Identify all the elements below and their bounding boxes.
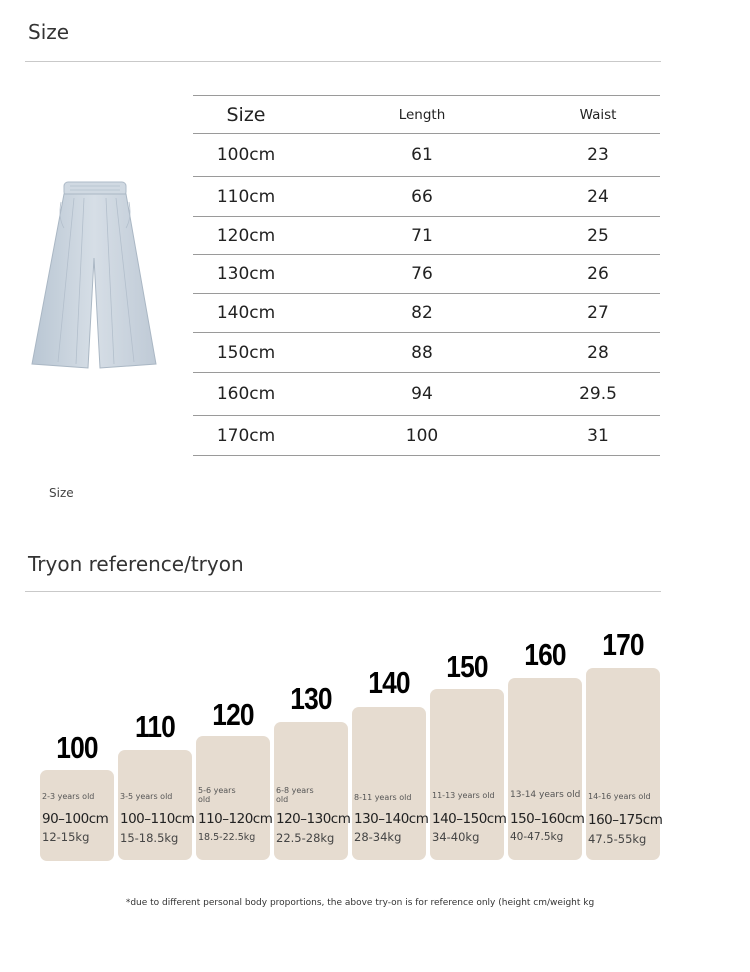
size-cell: 120cm — [216, 225, 276, 246]
size-table — [193, 95, 660, 456]
tryon-bar-150 — [430, 649, 507, 860]
header-waist: Waist — [579, 106, 617, 123]
length-cell: 94 — [411, 384, 433, 404]
waist-cell: 28 — [587, 342, 609, 363]
size-cell: 150cm — [216, 342, 276, 363]
bar-height: 140–150cm — [432, 811, 507, 827]
bar-age: 2-3 years old — [42, 792, 95, 801]
length-cell: 88 — [411, 342, 433, 363]
tryon-bar-110 — [118, 709, 195, 860]
header-length: Length — [398, 106, 446, 123]
bar-size-label: 170 — [602, 627, 644, 662]
bar-size-label: 110 — [135, 709, 175, 744]
header-size: Size — [226, 103, 266, 126]
waist-cell: 29.5 — [579, 384, 617, 404]
tryon-bar-100 — [40, 730, 114, 861]
bar-size-label: 100 — [56, 730, 98, 765]
bar-age: 5-6 years old — [198, 786, 236, 804]
waist-cell: 23 — [587, 145, 609, 165]
bar-age: 3-5 years old — [120, 792, 173, 801]
waist-cell: 26 — [587, 264, 609, 284]
table-header-row — [193, 95, 660, 133]
bar-height: 110–120cm — [198, 811, 273, 827]
bar-age: 14-16 years old — [588, 792, 651, 801]
bar-height: 160–175cm — [588, 812, 663, 828]
bar-block — [274, 722, 351, 860]
bar-age: 6-8 years old — [276, 786, 314, 804]
bar-size-label: 120 — [212, 697, 254, 732]
bar-height: 130–140cm — [354, 811, 429, 827]
bar-weight: 47.5-55kg — [588, 832, 647, 846]
pants-illustration — [28, 178, 160, 374]
length-cell: 100 — [405, 425, 439, 446]
length-cell: 76 — [411, 264, 433, 284]
bar-size-label: 140 — [368, 665, 410, 700]
tryon-footnote: *due to different personal body proportions, the above try-on is for reference only (height cm/weight kg — [125, 898, 595, 908]
bar-weight: 34-40kg — [432, 830, 480, 844]
waist-cell: 25 — [587, 225, 609, 246]
bar-size-label: 150 — [446, 649, 488, 684]
tryon-section-divider — [25, 591, 661, 592]
tryon-bar-170 — [586, 627, 663, 860]
tryon-section-title: Tryon reference/tryon — [28, 552, 244, 576]
bar-block — [430, 689, 507, 860]
bar-block — [586, 668, 663, 860]
bar-height: 150–160cm — [510, 811, 585, 827]
bar-size-label: 160 — [524, 637, 566, 672]
bar-age: 8-11 years old — [354, 793, 412, 802]
bar-size-label: 130 — [290, 681, 332, 716]
bar-age: 11-13 years old — [432, 791, 495, 800]
bar-weight: 18.5-22.5kg — [198, 832, 256, 843]
table-row — [193, 176, 660, 216]
length-cell: 71 — [411, 225, 433, 246]
size-cell: 100cm — [216, 145, 276, 165]
waist-cell: 27 — [587, 303, 609, 323]
table-row — [193, 372, 660, 415]
table-row — [193, 216, 660, 254]
tryon-bar-130 — [274, 681, 351, 860]
bar-weight: 28-34kg — [354, 830, 402, 844]
length-cell: 66 — [411, 186, 433, 207]
waist-cell: 31 — [587, 425, 609, 446]
bar-age: 13-14 years old — [510, 790, 581, 800]
bar-weight: 12-15kg — [42, 830, 90, 844]
bar-height: 100–110cm — [120, 811, 195, 827]
size-section-divider — [25, 61, 661, 62]
tryon-bar-140 — [352, 665, 429, 860]
length-cell: 82 — [411, 303, 433, 323]
bar-block — [352, 707, 429, 860]
size-cell: 170cm — [216, 425, 276, 446]
size-cell: 130cm — [216, 264, 276, 284]
bar-weight: 40-47.5kg — [510, 831, 564, 843]
tryon-bar-160 — [508, 637, 585, 860]
tryon-bar-120 — [196, 697, 273, 860]
table-row — [193, 332, 660, 372]
waist-cell: 24 — [587, 186, 609, 207]
bar-weight: 22.5-28kg — [276, 831, 335, 845]
bar-height: 120–130cm — [276, 811, 351, 827]
bar-weight: 15-18.5kg — [120, 831, 179, 845]
size-cell: 140cm — [216, 303, 276, 323]
table-row — [193, 415, 660, 456]
bar-block — [40, 770, 114, 861]
bar-block — [508, 678, 585, 860]
length-cell: 61 — [411, 145, 433, 165]
size-cell: 110cm — [216, 186, 276, 207]
size-section-title: Size — [28, 20, 70, 44]
size-cell: 160cm — [216, 384, 276, 404]
table-row — [193, 293, 660, 332]
bar-block — [118, 750, 195, 860]
bar-height: 90–100cm — [42, 811, 109, 827]
table-row — [193, 254, 660, 293]
bar-block — [196, 736, 273, 860]
size-caption: Size — [49, 486, 74, 500]
table-row — [193, 133, 660, 176]
